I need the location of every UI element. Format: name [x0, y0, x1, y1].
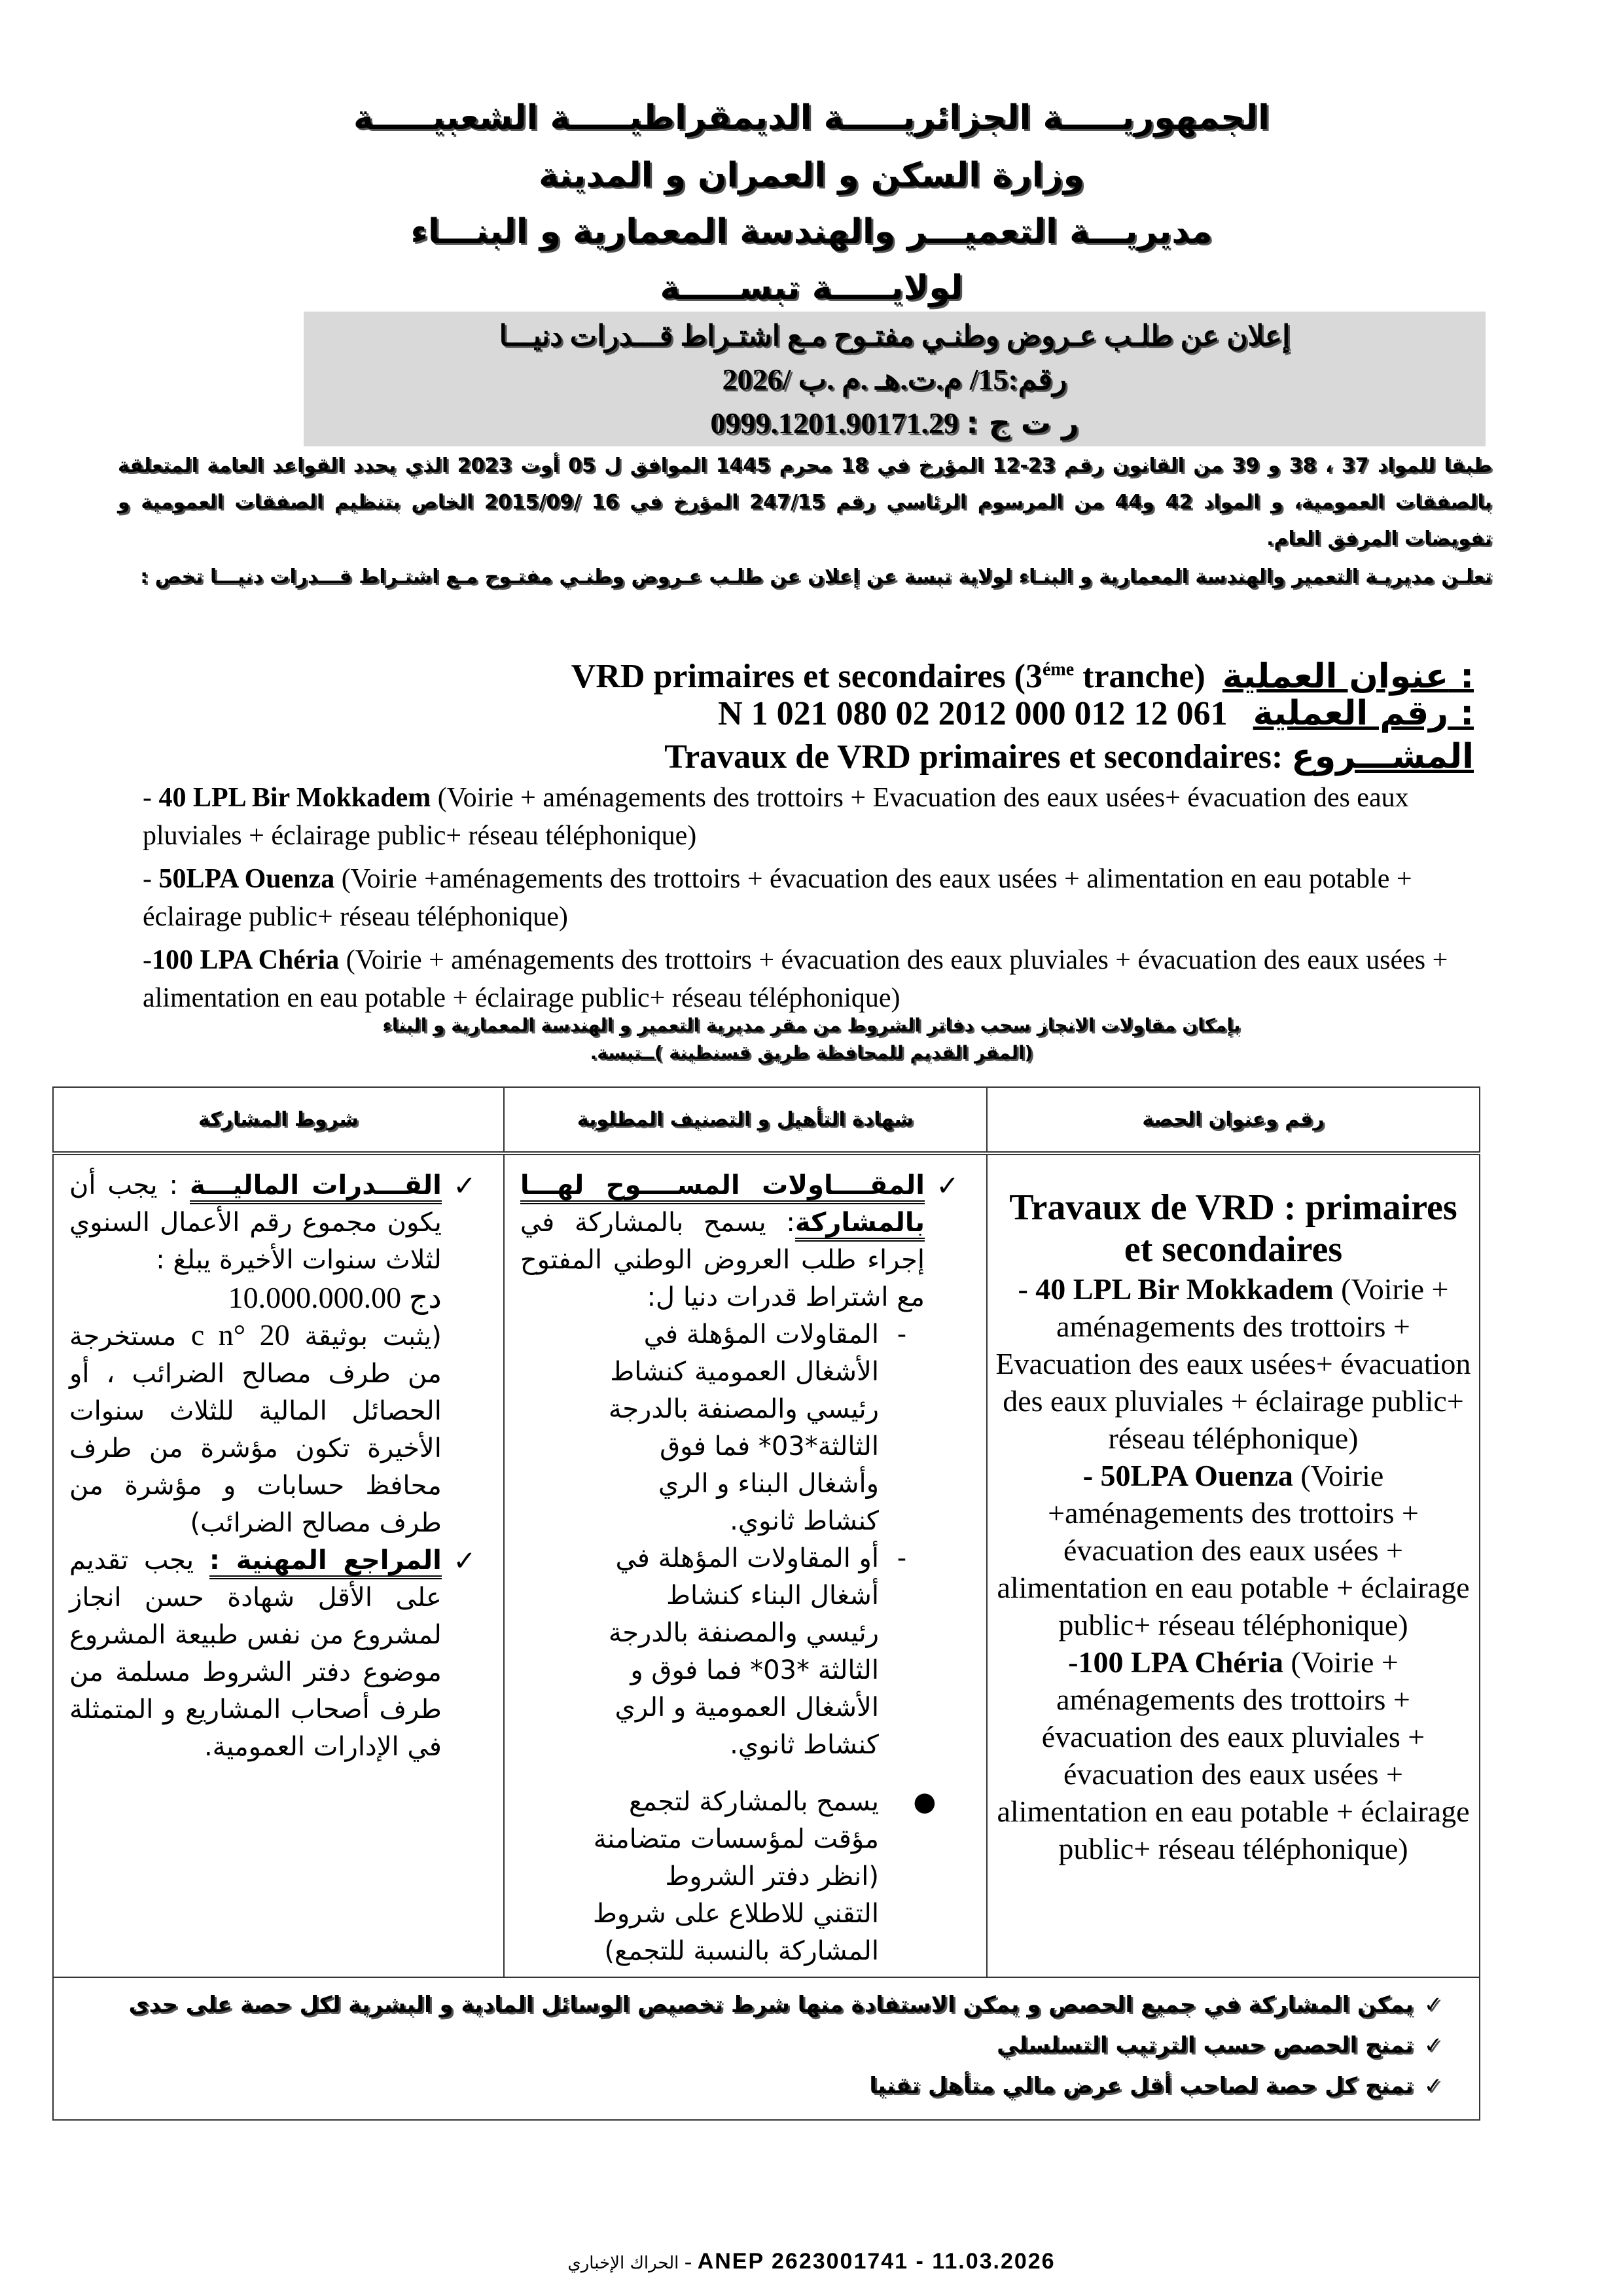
allowed-companies-item [520, 1167, 971, 1316]
header-qualification: شهادة التأهيل و التصنيف المطلوبة [504, 1087, 987, 1153]
publication-footer [0, 2249, 1623, 2274]
financial-amount: 10.000.000.00 [228, 1281, 402, 1314]
grouping-note [520, 1784, 971, 1970]
financial-text-c: مستخرجة من طرف مصالح الضرائب ، أو الحصائل المالية للثلاث سنوات الأخيرة تكون مؤشرة من طرف محافظ حسابات و مؤشرة من طرف مصالح الضرائب) [69, 1321, 442, 1538]
country-name: الجمهوريـــــة الجزائريـــــة الديمقراطيـــــة الشعبيـــــة [353, 98, 1270, 137]
lot-item: -100 LPA Chéria (Voirie + aménagements des trottoirs + évacuation des eaux pluviales + évacuation des eaux usées + alimentation en eau potable + éclairage public+ réseau téléphonique) [997, 1645, 1470, 1865]
notes-cell [53, 1977, 1480, 2120]
bullet-icon: ● [913, 1787, 936, 1817]
footer-separator: - [679, 2250, 698, 2274]
directorate-name: مديريـــة التعميـــر والهندسة المعمارية و البنـــاء [410, 212, 1213, 251]
dash-marker: - [897, 1543, 907, 1573]
table-row [53, 1153, 1480, 1977]
check-icon: ✓ [1423, 1992, 1443, 2018]
check-icon: ✓ [1423, 2032, 1443, 2058]
lot-summary-item: - 40 LPL Bir Mokkadem (Voirie + aménagements des trottoirs + Evacuation des eaux usées+ évacuation des eaux pluviales + éclairage public+ réseau téléphonique) [143, 783, 1409, 851]
note-item: ✓ تمنح الحصص حسب الترتيب التسلسلي [80, 2025, 1453, 2066]
professional-references-item [69, 1542, 488, 1766]
qualification-option-text: أو المقاولات المؤهلة في أشغال البناء كنشاط رئيسي والمصنفة بالدرجة الثالثة *03* فما فوق و الأشغال العمومية و الري كنشاط ثانوي. [608, 1543, 879, 1760]
qualification-option-2 [520, 1540, 925, 1764]
operation-number-label: رقم العملية : [1253, 694, 1474, 733]
lots-table [52, 1086, 1480, 2121]
financial-text: : يجب أن يكون مجموع رقم الأعمال السنوي لثلاث سنوات الأخيرة يبلغ : [69, 1170, 442, 1275]
header-conditions: شروط المشاركة [53, 1087, 504, 1153]
announcement-number: رقم:15/ م.ت.هـ .م .ب /2026 [722, 363, 1067, 396]
lot-summary-item: -100 LPA Chéria (Voirie + aménagements des trottoirs + évacuation des eaux pluviales + évacuation des eaux usées + alimentation en eau potable + éclairage public+ réseau téléphonique) [143, 945, 1448, 1013]
project-value: Travaux de VRD primaires et secondaires: [664, 738, 1283, 776]
tax-id-value: 0999.1201.90171.29 [710, 406, 959, 440]
operation-number-row [718, 694, 1474, 734]
conditions-cell [53, 1153, 504, 1977]
project-row [664, 737, 1474, 777]
check-icon: ✓ [936, 1170, 959, 1202]
allowed-intro: : يسمح بالمشاركة في إجراء طلب العروض الوطني المفتوح مع اشتراط قدرات دنيا ل: [520, 1208, 925, 1312]
note-item: ✓ تمنح كل حصة لصاحب أقل عرض مالي متأهل تقنيا [80, 2066, 1453, 2106]
lot-item: - 40 LPL Bir Mokkadem (Voirie + aménagements des trottoirs + Evacuation des eaux usées+ évacuation des eaux pluviales + éclairage public+ réseau téléphonique) [995, 1272, 1471, 1455]
financial-capacity-item [69, 1167, 488, 1542]
operation-number-value: N 1 021 080 02 2012 000 012 12 061 [718, 695, 1228, 732]
references-text: يجب تقديم على الأقل شهادة حسن انجاز لمشروع من نفس طبيعة المشروع موضوع دفتر الشروط مسلمة من طرف أصحاب المشاريع و المتمثلة في الإدارات العمومية. [69, 1545, 442, 1762]
lot-summary-item: - 50LPA Ouenza (Voirie +aménagements des trottoirs + évacuation des eaux usées + alimentation en eau potable + éclairage public+ réseau téléphonique) [143, 864, 1412, 932]
financial-text-b: (يثبت بوثيقة [304, 1321, 442, 1352]
qualification-option-text: المقاولات المؤهلة في الأشغال العمومية كنشاط رئيسي والمصنفة بالدرجة الثالثة*03* فما فوق وأشغال البناء و الري كنشاط ثانوي. [608, 1319, 879, 1536]
qualification-cell [504, 1153, 987, 1977]
announcement-banner [304, 312, 1486, 446]
header-lot: رقم وعنوان الحصة [987, 1087, 1480, 1153]
tax-id-label: ر ت ج : [966, 405, 1079, 440]
ministry-name: وزارة السكن و العمران و المدينة [539, 156, 1084, 195]
lot-cell [987, 1153, 1480, 1977]
notes-row [53, 1977, 1480, 2120]
references-heading: المراجع المهنية : [209, 1545, 442, 1579]
project-label: المشـــروع [1291, 737, 1474, 776]
operation-title-value: VRD primaires et secondaires ($3^{éme}$ tranche) [571, 658, 1205, 696]
note-item: ✓ يمكن المشاركة في جميع الحصص و يمكن الاستفادة منها شرط تخصيص الوسائل المادية و البشرية لكل حصة على حدى [80, 1984, 1453, 2025]
document-reference: c n° 20 [190, 1318, 290, 1352]
dash-marker: - [897, 1319, 907, 1350]
grouping-note-text: يسمح بالمشاركة لتجمع مؤقت لمؤسسات متضامنة (انظر دفتر الشروط التقني للاطلاع على شروط المشاركة بالنسبة للتجمع) [592, 1787, 879, 1966]
retrieval-line-1: بإمكان مقاولات الانجاز سحب دفاتر الشروط من مقر مديرية التعمير و الهندسة المعمارية و البناء [382, 1014, 1241, 1036]
check-icon: ✓ [453, 1545, 476, 1577]
table-header-row [53, 1087, 1480, 1153]
tax-id-row [304, 402, 1486, 444]
check-icon: ✓ [1423, 2073, 1443, 2099]
financial-heading: القـــدرات الماليـــة [190, 1170, 442, 1204]
legal-basis-paragraph: طبقا للمواد 37 ، 38 و 39 من القانون رقم 23-12 المؤرخ في 18 محرم 1445 الموافق ل 05 أوت 2023 الذي يحدد القواعد العامة المتعلقة بالصفقات العمومية، و المواد 42 و44 من المرسوم الرئاسي رقم 247/15 المؤرخ في 16 /2015/09 الخاص بتنظيم الصفقات العمومية و تفويضات المرفق العام. [118, 454, 1493, 550]
currency: دج [408, 1280, 442, 1315]
publication-name: الحراك الإخباري [567, 2253, 679, 2273]
province-name: لولايـــــة تبســـــة [660, 268, 963, 308]
lots-summary [143, 779, 1491, 1022]
announcement-title: إعلان عن طلـب عـروض وطنـي مفتـوح مـع اشتـراط قـــدرات دنيـــا [499, 320, 1291, 352]
announcement-paragraph: تعلـن مديريـة التعمير والهندسة المعمارية و البنـاء لولاية تبسة عن إعلان عن طلـب عـروض وطنـي مفتـوح مـع اشتـراط قـــدرات دنيـــا تخص : [140, 565, 1492, 588]
qualification-option-1 [520, 1316, 925, 1540]
anep-reference: ANEP 2623001741 - 11.03.2026 [697, 2249, 1056, 2274]
operation-title-label: عنوان العملية : [1222, 656, 1474, 696]
operation-title-row [571, 651, 1474, 696]
lot-item: - 50LPA Ouenza (Voirie +aménagements des trottoirs + évacuation des eaux usées + alimentation en eau potable + éclairage public+ réseau téléphonique) [997, 1459, 1470, 1641]
retrieval-line-2: (المقر القديم للمحافظة طريق قسنطينة )ــتبسة. [590, 1042, 1033, 1064]
allowed-heading: المقــــاولات المســــوح لهـــا بالمشاركة [520, 1170, 925, 1242]
lot-title: Travaux de VRD : primaires et secondaires [1009, 1187, 1457, 1270]
check-icon: ✓ [453, 1170, 476, 1202]
